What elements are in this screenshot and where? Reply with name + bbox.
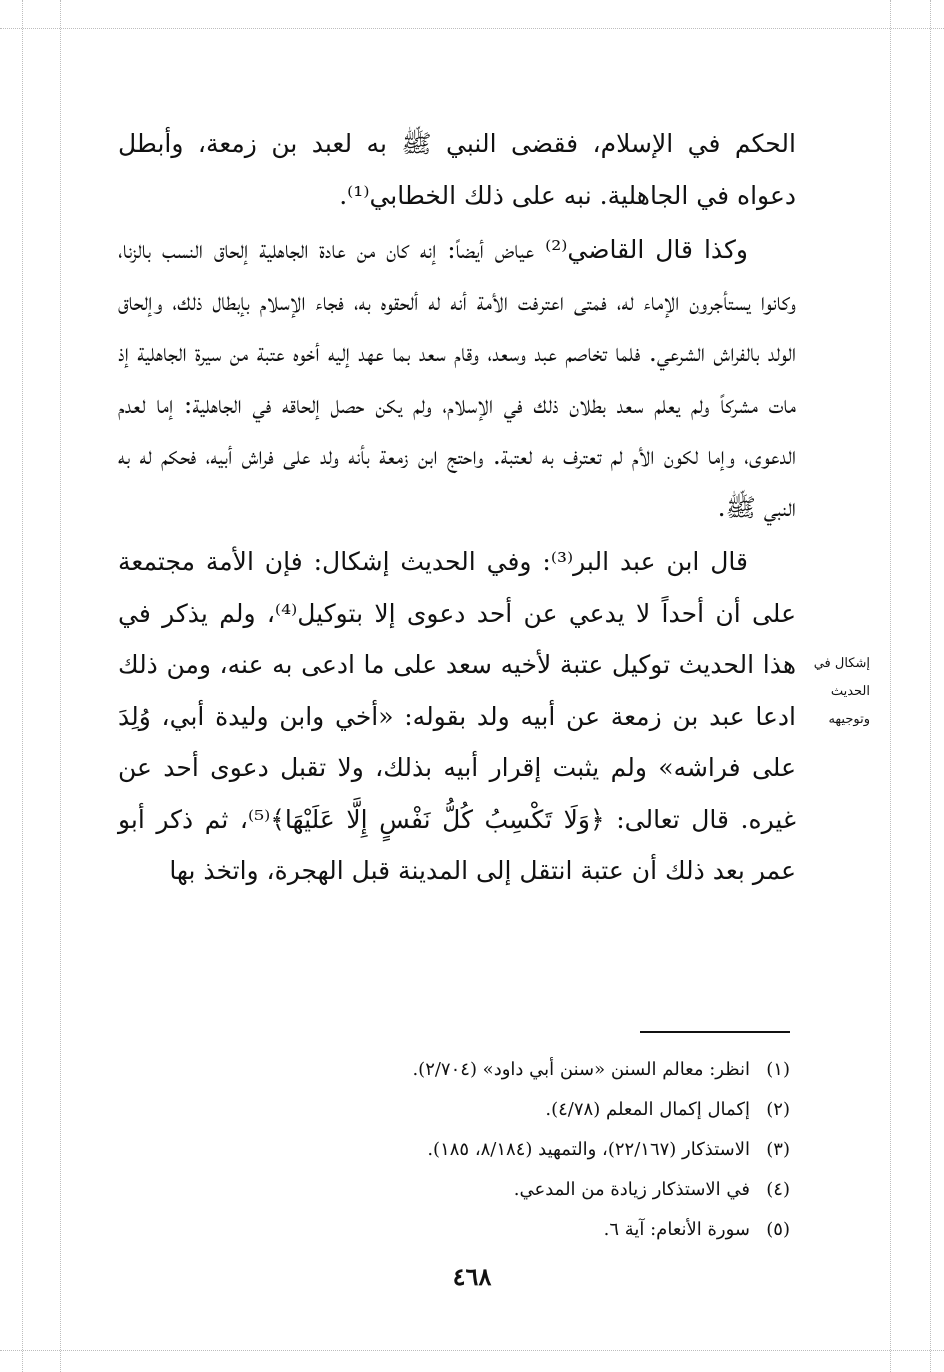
scan-guide-line xyxy=(0,1350,944,1351)
paragraph: قال ابن عبد البر⁽³⁾: وفي الحديث إشكال: فإن الأمة مجتمعة على أن أحداً لا يدعي عن أحد دعوى إلا بتوكيل⁽⁴⁾، ولم يذكر في هذا الحديث توكيل عتبة لأخيه سعد على ما ادعى به عنه، ومن ذلك ادعا عبد بن زمعة عن أبيه ولد بقوله: «أخي وابن وليدة أبي، وُلِدَ على فراشه» ولم يثبت إقرار أبيه بذلك، ولا تقبل دعوى أحد عن غيره. قال تعالى: ﴿وَلَا تَكْسِبُ كُلُّ نَفْسٍ إِلَّا عَلَيْهَا﴾⁽⁵⁾، ثم ذكر أبو عمر بعد ذلك أن عتبة انتقل إلى المدينة قبل الهجرة، واتخذ بها xyxy=(118,547,796,885)
footnote-number: (٤) xyxy=(766,1179,790,1200)
footnote-text: في الاستذكار زيادة من المدعي. xyxy=(513,1179,750,1200)
footnote-text: انظر: معالم السنن «سنن أبي داود» (٢/٧٠٤). xyxy=(412,1059,750,1080)
paragraph: الحكم في الإسلام، فقضى النبي ﷺ به لعبد بن زمعة، وأبطل دعواه في الجاهلية. نبه على ذلك الخطابي⁽¹⁾. xyxy=(118,129,796,210)
scan-guide-line xyxy=(930,0,931,1372)
footnote-separator xyxy=(640,1031,790,1033)
margin-note-line: وتوجيهه xyxy=(828,712,870,727)
margin-note xyxy=(800,650,870,734)
scan-guide-line xyxy=(22,0,23,1372)
footnote xyxy=(200,1210,790,1250)
scan-guide-line xyxy=(890,0,891,1372)
footnote-text: الاستذكار (٢٢/١٦٧)، والتمهيد (٨/١٨٤، ١٨٥). xyxy=(427,1139,750,1160)
scan-guide-line xyxy=(60,0,61,1372)
footnotes xyxy=(200,1050,790,1250)
page-number: ٤٦٨ xyxy=(452,1262,492,1291)
footnote-text: سورة الأنعام: آية ٦. xyxy=(603,1219,750,1240)
footnote-number: (٢) xyxy=(766,1099,790,1120)
footnote-number: (٥) xyxy=(766,1219,790,1240)
main-text xyxy=(118,118,796,897)
footnote xyxy=(200,1050,790,1090)
footnote xyxy=(200,1090,790,1130)
margin-note-line: إشكال في xyxy=(813,656,870,671)
footnote xyxy=(200,1130,790,1170)
paragraph: وكذا قال القاضي⁽²⁾ عياض أيضاً: إنه كان من عادة الجاهلية إلحاق النسب بالزنا، وكانوا يستأجرون الإماء له، فمتى اعترفت الأمة أنه له ألحقوه به، فجاء الإسلام بإبطال ذلك، وإلحاق الولد بالفراش الشرعي. فلما تخاصم عبد وسعد، وقام سعد بما عهد إليه أخوه عتبة من سيرة الجاهلية إذ مات مشركاً ولم يعلم سعد بطلان ذلك في الإسلام، ولم يكن حصل إلحاقه في الجاهلية: إما لعدم الدعوى، وإما لكون الأم لم تعترف به لعتبة. واحتج ابن زمعة بأنه ولد على فراش أبيه، فحكم له به النبي ﷺ. xyxy=(118,235,796,522)
margin-note-line: الحديث xyxy=(830,684,870,699)
footnote-number: (٣) xyxy=(766,1139,790,1160)
footnote-number: (١) xyxy=(766,1059,790,1080)
footnote xyxy=(200,1170,790,1210)
footnote-text: إكمال إكمال المعلم (٤/٧٨). xyxy=(545,1099,750,1120)
scan-guide-line xyxy=(0,28,944,29)
